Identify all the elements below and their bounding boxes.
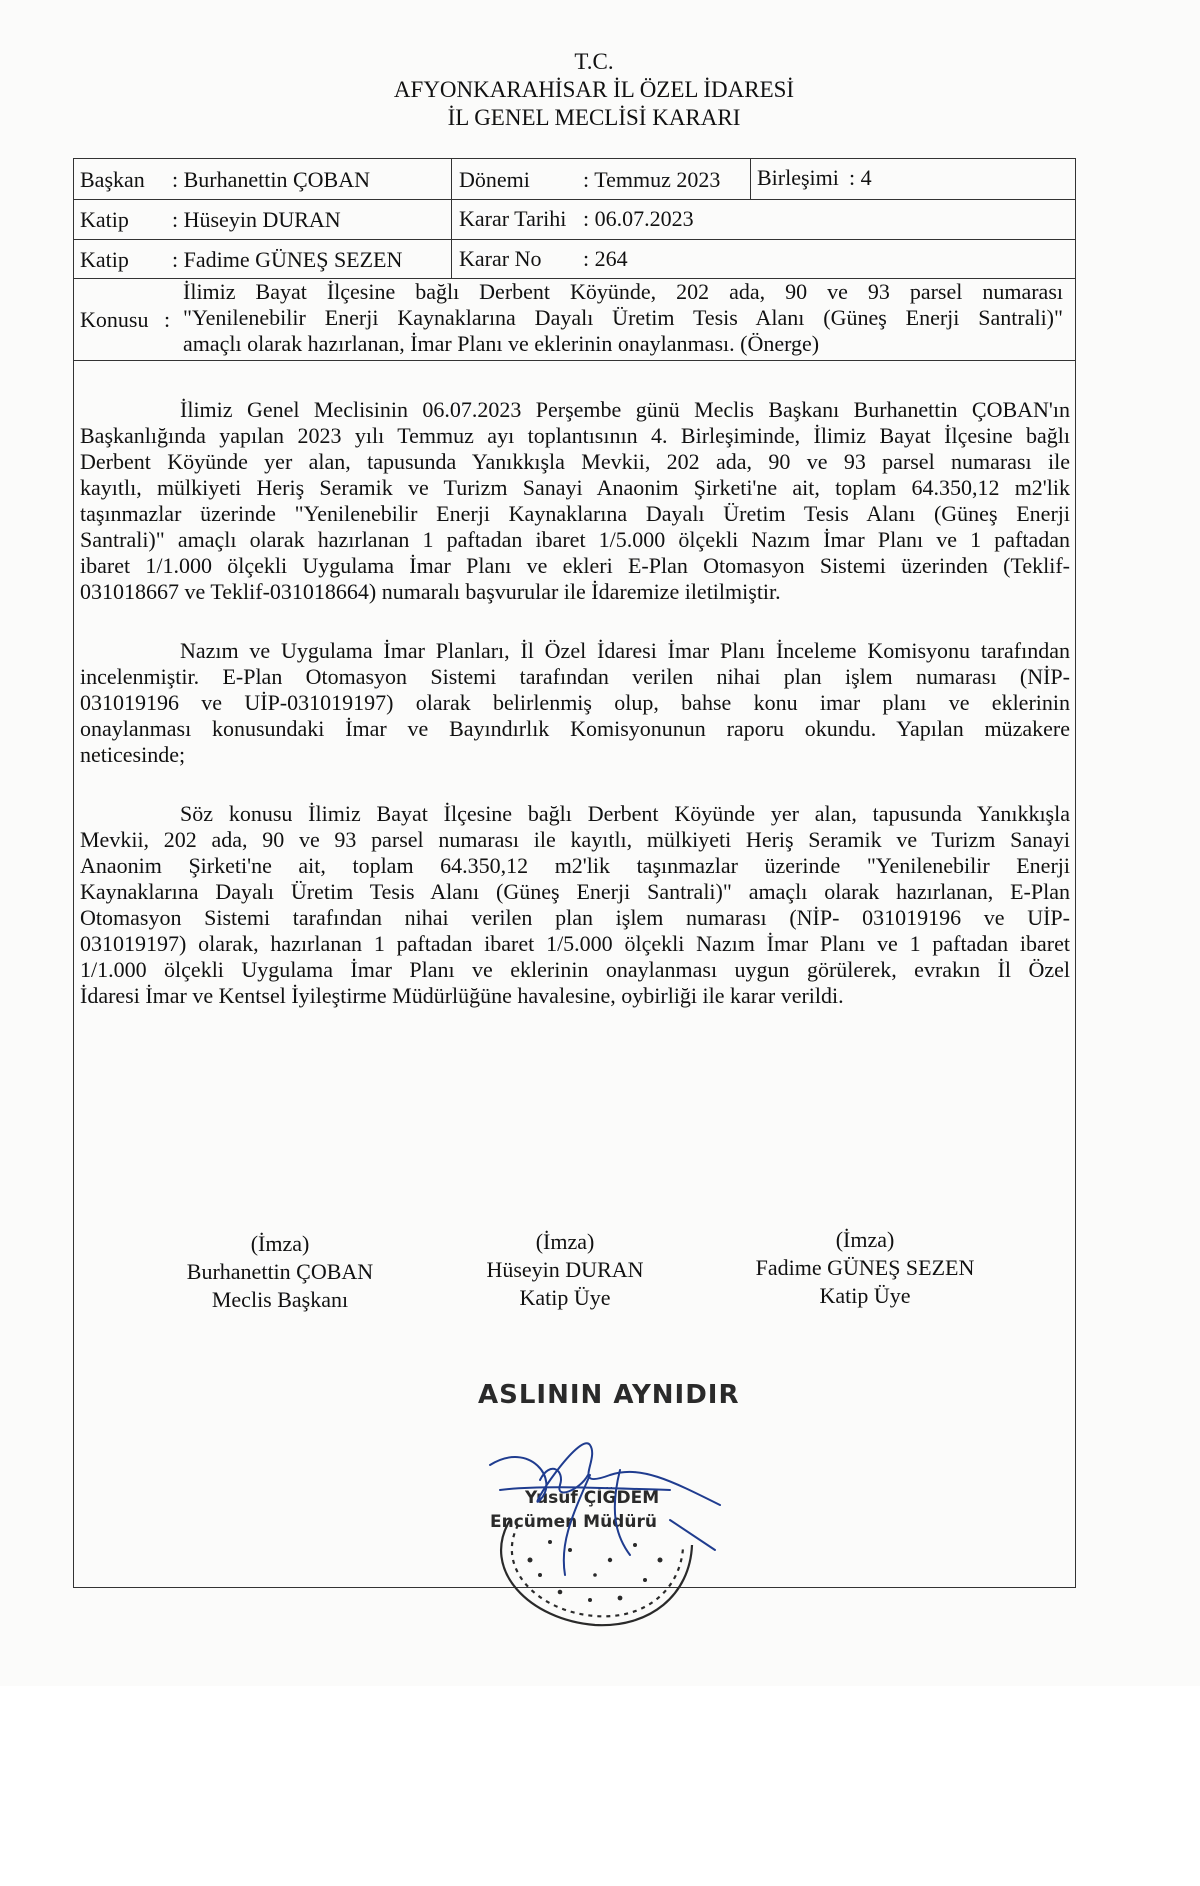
body-line: 031019196 ve UİP-031019197) olarak belirlenmiş olup, bahse konu imar planı ve eklerinin bbox=[80, 690, 1070, 715]
konusu-line: İlimiz Bayat İlçesine bağlı Derbent Köyünde, 202 ada, 90 ve 93 parsel numarası bbox=[183, 279, 1063, 304]
signature-imza: (İmza) bbox=[535, 1229, 595, 1254]
karar-no-label: Karar No bbox=[459, 246, 542, 271]
info-row-konusu bbox=[74, 279, 1075, 361]
donemi-label: Dönemi bbox=[459, 167, 530, 192]
body-line: 031019197) olarak, hazırlanan 1 paftadan ibaret 1/5.000 ölçekli Nazım İmar Planı ve 1 paftadan ibaret bbox=[80, 931, 1070, 956]
konusu-text bbox=[183, 279, 1063, 357]
birlesimi-label: Birleşimi bbox=[757, 165, 839, 190]
info-row-baskan bbox=[74, 159, 1075, 200]
body-line: Başkanlığında yapılan 2023 yılı Temmuz ayı toplantısının 4. Birleşiminde, İlimiz Bayat İlçesine bağlı bbox=[80, 423, 1070, 448]
signature-name: Fadime GÜNEŞ SEZEN bbox=[755, 1255, 975, 1280]
konusu-colon: : bbox=[164, 307, 171, 332]
signature-name: Burhanettin ÇOBAN bbox=[186, 1259, 374, 1284]
certification-stamp bbox=[470, 1370, 740, 1640]
body-line: Derbent Köyünde yer alan, tapusunda Yanıkkışla Mevkii, 202 ada, 90 ve 93 parsel numarası ile bbox=[80, 449, 1070, 474]
katip1-value: : Hüseyin DURAN bbox=[172, 207, 341, 232]
body-line: Kaynaklarına Dayalı Üretim Tesis Alanı (Güneş Enerji Santrali)" amaçlı olarak hazırlanan, E-Plan bbox=[80, 879, 1070, 904]
konusu-line: amaçlı olarak hazırlanan, İmar Planı ve eklerinin onaylanması. (Önerge) bbox=[183, 331, 820, 356]
karar-tarihi-label: Karar Tarihi bbox=[459, 206, 567, 231]
karar-tarihi-value: : 06.07.2023 bbox=[583, 206, 694, 231]
body-line: taşınmazlar üzerinde "Yenilenebilir Enerji Kaynaklarına Dayalı Üretim Tesis Alanı (Güneş Enerji bbox=[80, 501, 1070, 526]
body-line: Nazım ve Uygulama İmar Planları, İl Özel İdaresi İmar Planı İnceleme Komisyonu tarafından bbox=[180, 638, 1070, 663]
body-line: 1/1.000 ölçekli Uygulama İmar Planı ve eklerinin onaylanması uygun görülerek, evrakın İl Özel bbox=[80, 957, 1070, 982]
karar-no-value: : 264 bbox=[583, 246, 628, 271]
header-tc: T.C. bbox=[574, 49, 614, 74]
svg-text:Yusuf ÇİĞDEM: Yusuf ÇİĞDEM bbox=[525, 1488, 660, 1508]
donemi-value: : Temmuz 2023 bbox=[583, 167, 721, 192]
body-line: kayıtlı, mülkiyeti Heriş Seramik ve Turizm Sanayi Anaonim Şirketi'ne ait, toplam 64.350,12 m2'lik bbox=[80, 475, 1070, 500]
konusu-label: Konusu bbox=[80, 307, 149, 332]
svg-text:ASLININ AYNIDIR: ASLININ AYNIDIR bbox=[478, 1380, 740, 1410]
signature-title: Meclis Başkanı bbox=[211, 1287, 349, 1312]
signature-baskan bbox=[150, 1230, 410, 1314]
decision-body bbox=[74, 397, 1077, 1009]
konusu-line: "Yenilenebilir Enerji Kaynaklarına Dayalı Üretim Tesis Alanı (Güneş Enerji Santrali)" bbox=[183, 305, 1063, 330]
info-row-katip1 bbox=[74, 200, 1075, 240]
signature-imza: (İmza) bbox=[835, 1227, 895, 1252]
svg-text:Encümen Müdürü: Encümen Müdürü bbox=[490, 1512, 657, 1532]
document-header bbox=[0, 48, 1188, 132]
header-decision-title: İL GENEL MECLİSİ KARARI bbox=[447, 105, 741, 130]
body-line: İdaresi İmar ve Kentsel İyileştirme Müdürlüğüne havalesine, oybirliği ile karar verildi. bbox=[80, 983, 844, 1008]
katip1-label: Katip bbox=[80, 207, 129, 232]
birlesimi-value: : 4 bbox=[849, 165, 872, 190]
katip2-value: : Fadime GÜNEŞ SEZEN bbox=[172, 247, 403, 272]
signature-title: Katip Üye bbox=[819, 1283, 911, 1308]
body-line: 031018667 ve Teklif-031018664) numaralı başvurular ile İdaremize iletilmiştir. bbox=[80, 579, 781, 604]
baskan-value: : Burhanettin ÇOBAN bbox=[172, 167, 370, 192]
info-row-katip2 bbox=[74, 240, 1075, 279]
signature-title: Katip Üye bbox=[519, 1285, 611, 1310]
body-line: Anaonim Şirketi'ne ait, toplam 64.350,12 m2'lik taşınmazlar üzerinde "Yenilenebilir Enerji bbox=[80, 853, 1070, 878]
paragraph-2 bbox=[74, 638, 1075, 768]
header-institution: AFYONKARAHİSAR İL ÖZEL İDARESİ bbox=[393, 77, 795, 102]
signature-katip2 bbox=[730, 1226, 1000, 1310]
body-line: Santrali)" amaçlı olarak hazırlanan 1 paftadan ibaret 1/5.000 ölçekli Nazım İmar Planı ve 1 paftadan bbox=[80, 527, 1070, 552]
body-line: Söz konusu İlimiz Bayat İlçesine bağlı Derbent Köyünde yer alan, tapusunda Yanıkkışla bbox=[180, 801, 1070, 826]
katip2-label: Katip bbox=[80, 247, 129, 272]
signature-imza: (İmza) bbox=[250, 1231, 310, 1256]
signature-katip1 bbox=[445, 1228, 685, 1312]
signature-name: Hüseyin DURAN bbox=[486, 1257, 644, 1282]
body-line: ibaret 1/1.000 ölçekli Uygulama İmar Planı ve ekleri E-Plan Otomasyon Sistemi üzerinden (Teklif- bbox=[80, 553, 1070, 578]
body-line: Mevkii, 202 ada, 90 ve 93 parsel numarası ile kayıtlı, mülkiyeti Heriş Seramik ve Turizm Sanayi bbox=[80, 827, 1070, 852]
body-line: İlimiz Genel Meclisinin 06.07.2023 Perşembe günü Meclis Başkanı Burhanettin ÇOBAN'ın bbox=[180, 397, 1070, 422]
body-line: onaylanması konusundaki İmar ve Bayındırlık Komisyonunun raporu okundu. Yapılan müzakere bbox=[80, 716, 1070, 741]
baskan-label: Başkan bbox=[80, 167, 145, 192]
body-line: neticesinde; bbox=[80, 742, 186, 767]
body-line: Otomasyon Sistemi tarafından nihai verilen plan işlem numarası (NİP- 031019196 ve UİP- bbox=[80, 905, 1070, 930]
paragraph-3 bbox=[74, 801, 1075, 1009]
body-line: incelenmiştir. E-Plan Otomasyon Sistemi tarafından verilen nihai plan işlem numarası (NİP- bbox=[80, 664, 1070, 689]
paragraph-1 bbox=[74, 397, 1075, 605]
